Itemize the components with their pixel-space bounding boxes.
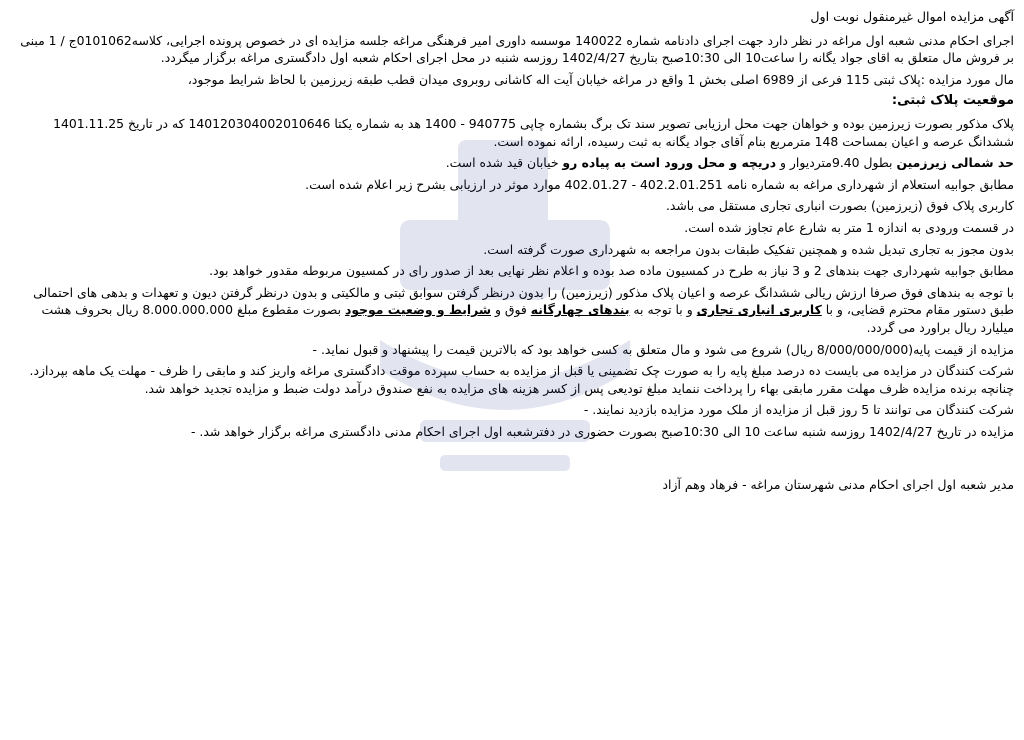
location-paragraph: پلاک مذکور بصورت زیرزمین بوده و خواهان جهت محل ارزیابی تصویر سند تک برگ بشماره چاپی 940775 - 1400 هد به شماره یکتا 140120304002010646 که در تاریخ 1401.11.25 ششدانگ عرصه و اعیان بمساحت 148 مترمربع بنام آقای جواد یگانه به ثبت رسیده، ارائه نموده است. [53, 115, 1014, 149]
notice-title: آگهی مزایده اموال غیرمنقول نوبت اول [810, 9, 1014, 24]
commission-paragraph: مطابق جوابیه شهرداری جهت بندهای 2 و 3 نیاز به طرح در کمسیون ماده صد بوده و اعلام نظر نهایی بعد از صدور رای در کمسیون مربوطه مقدور خواهد بود. [209, 263, 1014, 279]
valuation-text-a: با توجه به بندهای فوق صرفا ارزش ریالی ششدانگ عرصه و اعیان پلاک مذکور (زیرزمین) را بدون درنظر گرفتن سوابق ثبتی و مالکیتی و بدون درنظر گرفتن دیون و تعهدات و بدهی های احتمالی طبق دستور مقام محترم قضایی، و با [33, 284, 1014, 318]
north-boundary-end: خیابان قید شده است. [445, 155, 563, 171]
no-permit-paragraph: بدون مجوز به تجاری تبدیل شده و همچنین تفکیک طبقات بدون مراجعه به شهرداری صورت گرفته است. [483, 241, 1014, 257]
valuation-usage: کاربری انباری تجاری [696, 302, 822, 318]
visit-paragraph: شرکت کنندگان می توانند تا 5 روز قبل از مزایده از ملک مورد مزایده بازدید نمایند. - [583, 402, 1014, 418]
auction-subject: مال مورد مزایده :پلاک ثبتی 115 فرعی از 6989 اصلی بخش 1 واقع در مراغه خیابان آیت اله کاشانی روبروی میدان قطب طبقه زیرزمین با لحاظ شرایط موجود، [187, 71, 1014, 87]
signature-line: مدیر شعبه اول اجرای احکام مدنی شهرستان مراغه - فرهاد وهم آزاد [662, 477, 1014, 493]
valuation-paragraph [10, 284, 1014, 337]
valuation-clauses: بندهای چهارگانه [530, 302, 630, 318]
valuation-text-c: فوق و [491, 302, 531, 318]
base-price-paragraph: مزایده از قیمت پایه(8/000/000/000 ریال) شروع می شود و مال متعلق به کسی خواهد بود که بالاترین قیمت را پیشنهاد و قبول نماید. - [312, 341, 1014, 357]
deposit-paragraph: شرکت کنندگان در مزایده می بایست ده درصد مبلغ پایه را به صورت چک تضمینی یا قبل از مزایده به حساب سپرده موقت دادگستری مراغه واریز کند و مابقی را ظرف - مهلت یک ماهه بپردازد. چنانچه برنده مزایده ظرف مهلت مقرر مابقی بهاء را پرداخت ننماید مبلغ تودیعی پس از کسر هزینه های مزایده به نفع صندوق درآمد دولت ضبط و مزایده تجدید خواهد شد. [29, 363, 1014, 396]
north-boundary-paragraph [10, 154, 1014, 172]
north-boundary-length: بطول 9.40متردیوار و [776, 155, 897, 171]
valuation-conditions: شرایط و وضعیت موجود [344, 302, 492, 318]
valuation-text-b: و با توجه به [629, 302, 697, 318]
usage-paragraph: کاربری پلاک فوق (زیرزمین) بصورت انباری تجاری مستقل می باشد. [665, 198, 1014, 214]
municipality-inquiry-paragraph: مطابق جوابیه استعلام از شهرداری مراغه به شماره نامه 402.2.01.251 - 402.01.27 موارد موثر در ارزیابی بشرح زیر اعلام شده است. [305, 176, 1014, 192]
north-boundary-entrance: دریچه و محل ورود است به پیاده رو [562, 155, 777, 171]
north-boundary-label: حد شمالی زیرزمین [896, 155, 1014, 171]
encroachment-paragraph: در قسمت ورودی به اندازه 1 متر به شارع عام تجاوز شده است. [684, 219, 1014, 235]
valuation-text-d: بصورت مقطوع مبلغ 8.000.000.000 ریال بحروف هشت میلیارد ریال براورد می گردد. [41, 302, 1014, 335]
final-date-paragraph: مزایده در تاریخ 1402/4/27 روزسه شنبه ساعت 10 الی 10:30صبح بصورت حضوری در دفترشعبه اول اجرای احکام مدنی دادگستری مراغه برگزار خواهد شد. - [190, 423, 1014, 439]
location-heading: موقعیت پلاک ثبتی: [891, 93, 1014, 109]
intro-paragraph: اجرای احکام مدنی شعبه اول مراغه در نظر دارد جهت اجرای دادنامه شماره 140022 موسسه داوری امیر فرهنگی مراغه جلسه مزایده ای در خصوص پرونده اجرایی، کلاسه0101062ج / 1 مبنی بر فروش مال متعلق به اقای جواد یگانه را ساعت10 الی 10:30صبح بتاریخ 1402/4/27 روزسه شنبه در محل اجرای احکام شعبه اول دادگستری مراغه برگزار میگردد. [20, 32, 1014, 66]
